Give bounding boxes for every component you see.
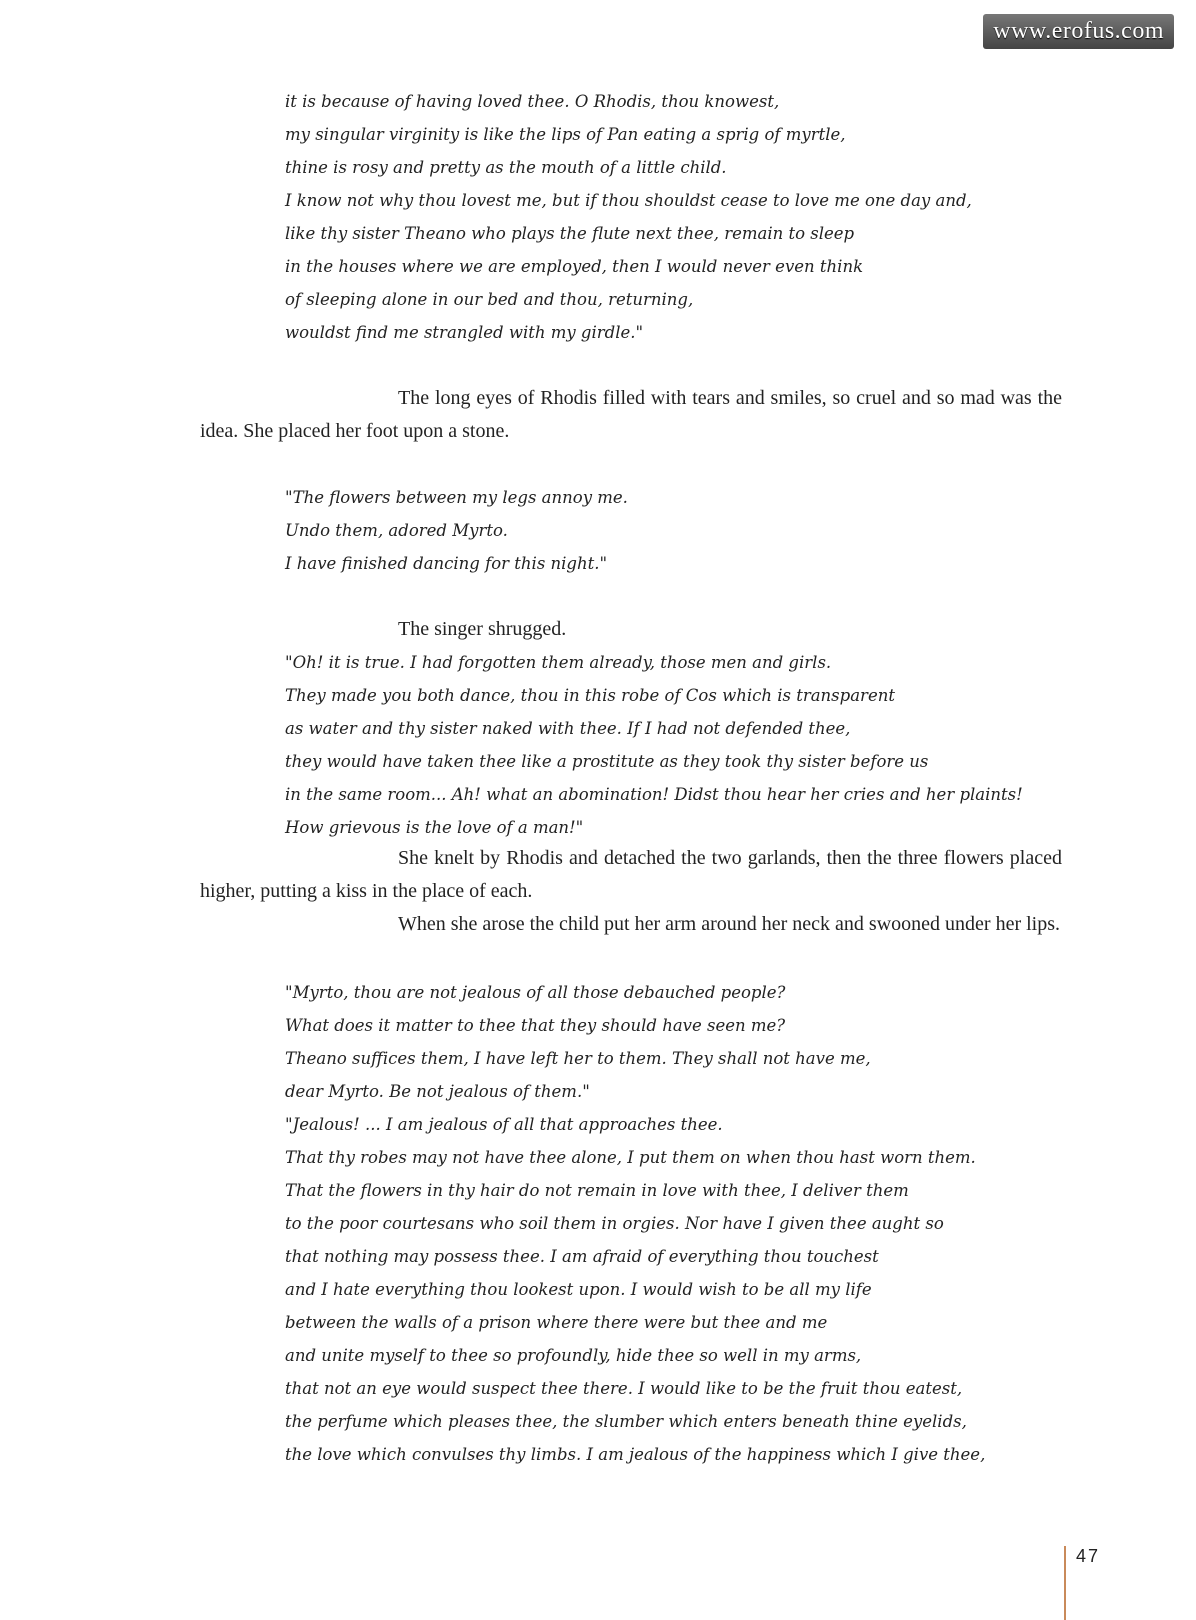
verse-line: it is because of having loved thee. O Rhodis, thou knowest,: [285, 92, 780, 111]
verse-line: as water and thy sister naked with thee. If I had not defended thee,: [285, 719, 851, 738]
verse-line: "The flowers between my legs annoy me.: [285, 488, 628, 507]
verse-line: That thy robes may not have thee alone, I put them on when thou hast worn them.: [285, 1148, 976, 1167]
verse-line: I know not why thou lovest me, but if thou shouldst cease to love me one day and,: [285, 191, 972, 210]
verse-line: of sleeping alone in our bed and thou, returning,: [285, 290, 694, 309]
page-number-rule: [1064, 1546, 1066, 1620]
verse-line: and I hate everything thou lookest upon. I would wish to be all my life: [285, 1280, 872, 1299]
prose-paragraph: The long eyes of Rhodis filled with tears and smiles, so cruel and so mad was the idea. She placed her foot upon a stone.: [200, 387, 1062, 442]
verse-line: dear Myrto. Be not jealous of them.": [285, 1082, 590, 1101]
verse-line: They made you both dance, thou in this robe of Cos which is transparent: [285, 686, 895, 705]
verse-line: "Oh! it is true. I had forgotten them already, those men and girls.: [285, 653, 832, 672]
verse-line: thine is rosy and pretty as the mouth of a little child.: [285, 158, 727, 177]
prose-paragraph: The singer shrugged.: [398, 618, 567, 640]
verse-line: Theano suffices them, I have left her to them. They shall not have me,: [285, 1049, 871, 1068]
verse-line: and unite myself to thee so profoundly, hide thee so well in my arms,: [285, 1346, 862, 1365]
verse-line: "Jealous! ... I am jealous of all that approaches thee.: [285, 1115, 723, 1134]
verse-line: That the flowers in thy hair do not remain in love with thee, I deliver them: [285, 1181, 909, 1200]
verse-line: in the houses where we are employed, then I would never even think: [285, 257, 864, 276]
verse-line: wouldst find me strangled with my girdle.": [285, 323, 644, 342]
verse-line: they would have taken thee like a prostitute as they took thy sister before us: [285, 752, 929, 771]
page-number: 47: [1076, 1546, 1101, 1566]
prose-paragraph: When she arose the child put her arm around her neck and swooned under her lips.: [398, 913, 1061, 935]
verse-line: to the poor courtesans who soil them in orgies. Nor have I given thee aught so: [285, 1214, 944, 1233]
verse-line: I have finished dancing for this night.": [285, 554, 608, 573]
verse-line: Undo them, adored Myrto.: [285, 521, 508, 540]
verse-line: What does it matter to thee that they should have seen me?: [285, 1016, 786, 1035]
verse-line: "Myrto, thou are not jealous of all those debauched people?: [285, 983, 786, 1002]
verse-line: the love which convulses thy limbs. I am jealous of the happiness which I give thee,: [285, 1445, 986, 1464]
watermark-logo: www.erofus.com: [983, 14, 1174, 49]
verse-line: in the same room... Ah! what an abomination! Didst thou hear her cries and her plaints!: [285, 785, 1023, 804]
verse-line: between the walls of a prison where there were but thee and me: [285, 1313, 828, 1332]
verse-line: my singular virginity is like the lips of Pan eating a sprig of myrtle,: [285, 125, 846, 144]
prose-paragraph: She knelt by Rhodis and detached the two garlands, then the three flowers placed higher, putting a kiss in the place of each.: [200, 847, 1062, 902]
verse-line: that nothing may possess thee. I am afraid of everything thou touchest: [285, 1247, 879, 1266]
verse-line: that not an eye would suspect thee there. I would like to be the fruit thou eatest,: [285, 1379, 963, 1398]
verse-line: the perfume which pleases thee, the slumber which enters beneath thine eyelids,: [285, 1412, 967, 1431]
verse-line: like thy sister Theano who plays the flute next thee, remain to sleep: [285, 224, 855, 243]
verse-line: How grievous is the love of a man!": [285, 818, 584, 837]
